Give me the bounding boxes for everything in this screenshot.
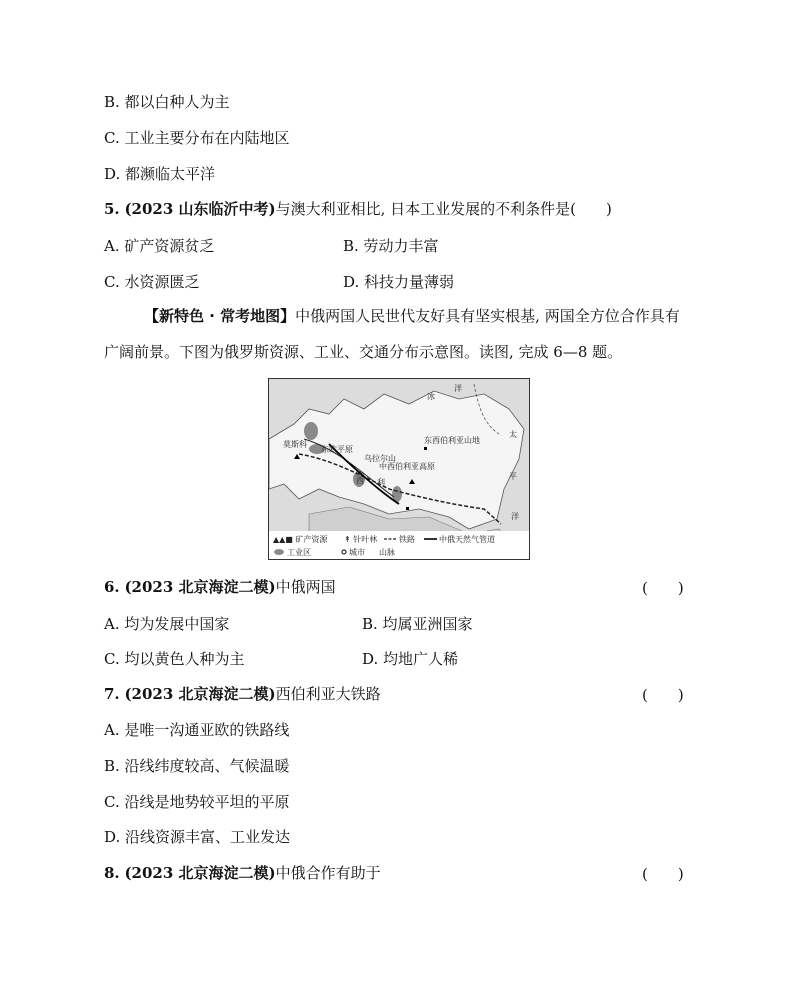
answer-blank: ( )	[642, 865, 684, 883]
russia-map	[268, 378, 530, 560]
q7-option-a: A. 是唯一沟通亚欧的铁路线	[104, 721, 290, 739]
q7-option-c: C. 沿线是地势较平坦的平原	[104, 793, 290, 811]
russia-map-svg	[269, 379, 529, 559]
intro-paragraph	[104, 298, 684, 370]
question-source: (2023 北京海淀二模)	[124, 685, 276, 703]
question-5	[104, 199, 612, 219]
legend-mineral: ▲▲■ 矿产资源	[273, 535, 328, 544]
label-yang: 洋	[511, 512, 519, 521]
question-number: 7.	[104, 685, 120, 703]
label-east-europe: 东欧平原	[321, 445, 353, 454]
question-8	[104, 863, 381, 883]
industrial-area	[304, 422, 318, 440]
option-c-prev: C. 工业主要分布在内陆地区	[104, 129, 290, 147]
legend-industrial: 工业区	[287, 548, 311, 557]
q7-option-b: B. 沿线纬度较高、气候温暖	[104, 757, 290, 775]
option-b-prev: B. 都以白种人为主	[104, 93, 230, 111]
label-sea: 洋	[454, 384, 462, 393]
label-ice: 冰	[427, 392, 435, 401]
label-ural: 乌拉尔山	[364, 454, 396, 463]
question-number: 6.	[104, 578, 120, 596]
question-source: (2023 北京海淀二模)	[124, 578, 276, 596]
question-7	[104, 684, 381, 704]
answer-blank: ( )	[642, 579, 684, 597]
answer-blank: ( )	[642, 686, 684, 704]
legend-mountain: 山脉	[379, 548, 395, 557]
mineral-icon	[406, 507, 409, 510]
legend-forest: ↟ 针叶林	[344, 535, 378, 544]
q6-option-c: C. 均以黄色人种为主	[104, 650, 245, 668]
label-li: 利	[377, 478, 385, 487]
legend-pipeline: 中俄天然气管道	[439, 535, 495, 544]
q5-option-c: C. 水资源匮乏	[104, 273, 200, 291]
intro-text: 中俄两国人民世代友好具有坚实根基, 两国全方位合作具有广阔前景。下图为俄罗斯资源、工业、交通分布示意图。读图, 完成 6—8 题。	[104, 307, 680, 361]
q5-option-b: B. 劳动力丰富	[343, 237, 439, 255]
question-stem: 中俄两国	[275, 578, 336, 596]
label-central-siberia: 中西伯利亚高原	[379, 462, 435, 471]
question-number: 5.	[104, 200, 120, 218]
q5-option-d: D. 科技力量薄弱	[343, 273, 455, 291]
q5-option-a: A. 矿产资源贫乏	[104, 237, 215, 255]
label-tai: 太	[509, 430, 517, 439]
label-west: 西	[356, 476, 364, 485]
question-source: (2023 山东临沂中考)	[124, 200, 276, 218]
label-moscow: 莫斯科	[283, 440, 307, 449]
question-6	[104, 577, 336, 597]
legend-railway: 铁路	[399, 535, 415, 544]
q6-option-a: A. 均为发展中国家	[104, 615, 230, 633]
option-d-prev: D. 都濒临太平洋	[104, 165, 216, 183]
legend-city: 城市	[349, 548, 365, 557]
question-number: 8.	[104, 864, 120, 882]
label-ping: 平	[509, 472, 517, 481]
question-stem: 中俄合作有助于	[275, 864, 381, 882]
question-source: (2023 北京海淀二模)	[124, 864, 276, 882]
question-stem: 与澳大利亚相比, 日本工业发展的不利条件是( )	[275, 200, 612, 218]
intro-tag: 【新特色 · 常考地图】	[144, 307, 296, 325]
q6-option-b: B. 均属亚洲国家	[362, 615, 473, 633]
q7-option-d: D. 沿线资源丰富、工业发达	[104, 828, 291, 846]
mineral-icon	[424, 447, 427, 450]
question-stem: 西伯利亚大铁路	[275, 685, 381, 703]
q6-option-d: D. 均地广人稀	[362, 650, 459, 668]
label-east-siberia: 东西伯利亚山地	[424, 436, 480, 445]
